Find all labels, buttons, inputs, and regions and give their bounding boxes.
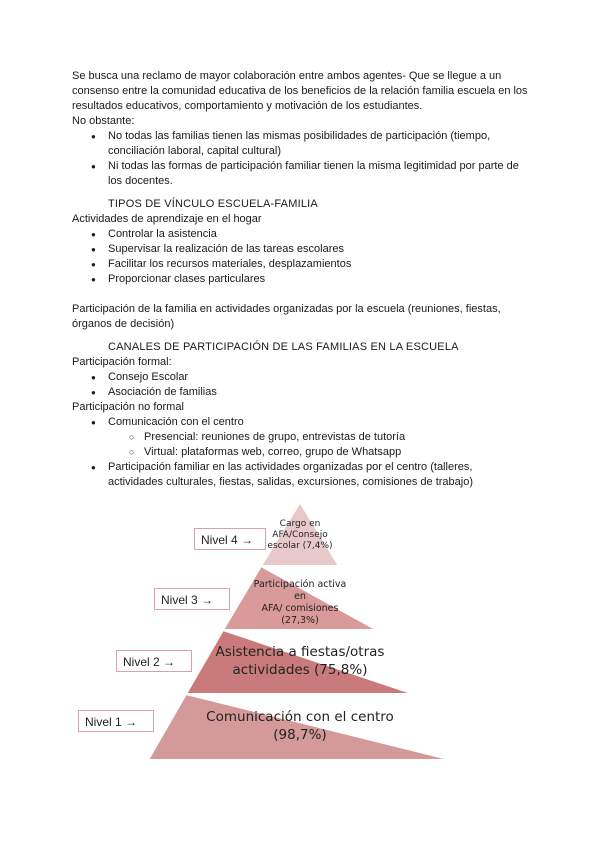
- hogar-bullet-list: [72, 227, 528, 287]
- tier-1-text: Comunicación con el centro (98,7%): [206, 709, 394, 743]
- section-title-tipos-vinculo: TIPOS DE VÍNCULO ESCUELA-FAMILIA: [108, 198, 318, 210]
- informal-label: Participación no formal: [72, 401, 184, 413]
- section-title-canales: CANALES DE PARTICIPACIÓN DE LAS FAMILIAS EN LA ESCUELA: [108, 341, 459, 353]
- level-3-label: Nivel 3 →: [154, 588, 230, 610]
- tier-2-text: Asistencia a fiestas/otras actividades (75,8%): [215, 644, 385, 678]
- list-item: ● Comunicación con el centro: [72, 415, 528, 430]
- no-obstante-label: No obstante:: [72, 115, 135, 127]
- participation-pyramid-figure: [72, 502, 528, 770]
- formal-label: Participación formal:: [72, 356, 172, 368]
- intro-paragraph: Se busca una reclamo de mayor colaboración entre ambos agentes- Que se llegue a un consenso entre la comunidad educativa de los beneficios de la relación familia escuela en los resultados educativos, comportamiento y motivación de los estudiantes.: [72, 70, 528, 112]
- list-item: ● Participación familiar en las actividades organizadas por el centro (talleres, actividades culturales, fiestas, salidas, excursiones, comisiones de trabajo): [72, 460, 528, 490]
- participacion-paragraph: Participación de la familia en actividades organizadas por la escuela (reuniones, fiestas, órganos de decisión): [72, 303, 501, 330]
- list-item: ● Asociación de familias: [72, 385, 528, 400]
- sub-list-item: ○ Presencial: reuniones de grupo, entrevistas de tutoría: [72, 430, 528, 445]
- tier-3-text: Participación activa en AFA/ comisiones (27,3%): [253, 579, 347, 626]
- formal-bullet-list: [72, 370, 528, 400]
- intro-bullet-list: [72, 129, 528, 189]
- list-item: ● Ni todas las formas de participación familiar tienen la misma legitimidad por parte de los docentes.: [72, 159, 528, 189]
- document-body: [72, 69, 528, 490]
- list-item: ● Facilitar los recursos materiales, desplazamientos: [72, 257, 528, 272]
- list-item: ● Controlar la asistencia: [72, 227, 528, 242]
- level-2-label: Nivel 2 →: [116, 650, 192, 672]
- informal-bullet-list: [72, 415, 528, 490]
- level-4-label: Nivel 4 →: [194, 528, 266, 550]
- sub-list-item: ○ Virtual: plataformas web, correo, grupo de Whatsapp: [72, 445, 528, 460]
- section-subtitle-hogar: Actividades de aprendizaje en el hogar: [72, 213, 262, 225]
- list-item: ● No todas las familias tienen las mismas posibilidades de participación (tiempo, conciliación laboral, capital cultural): [72, 129, 528, 159]
- list-item: ● Proporcionar clases particulares: [72, 272, 528, 287]
- list-item: ● Consejo Escolar: [72, 370, 528, 385]
- tier-4-text: Cargo en AFA/Consejo escolar (7,4%): [267, 519, 333, 551]
- level-1-label: Nivel 1 →: [78, 710, 154, 732]
- list-item: ● Supervisar la realización de las tareas escolares: [72, 242, 528, 257]
